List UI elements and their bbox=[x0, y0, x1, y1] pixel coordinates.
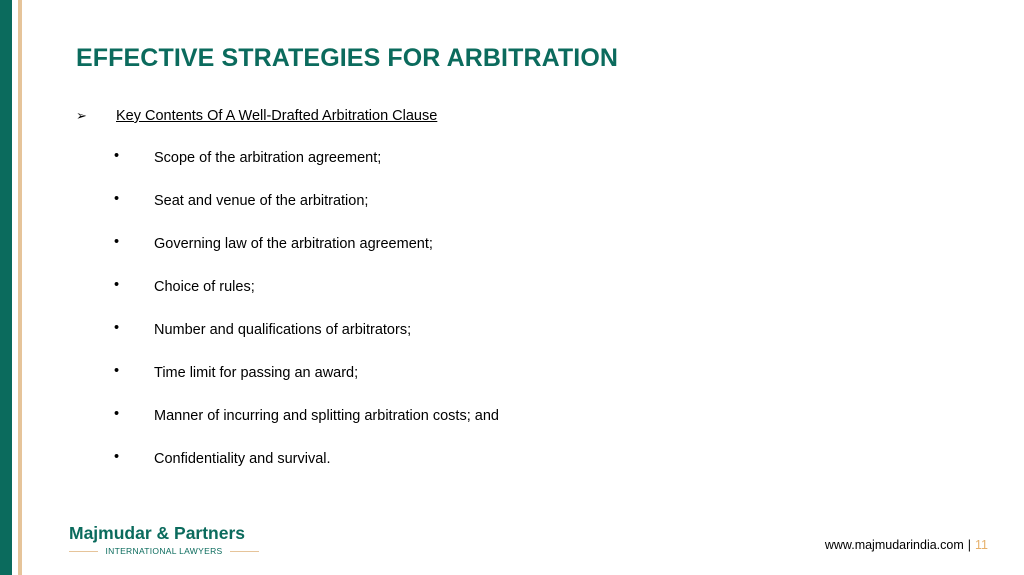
left-accent-bar-dark bbox=[0, 0, 12, 575]
bullet-icon: • bbox=[114, 320, 120, 336]
footer bbox=[825, 538, 988, 552]
list-item-text: Number and qualifications of arbitrators; bbox=[154, 322, 412, 338]
list-item-text: Governing law of the arbitration agreement; bbox=[154, 236, 433, 252]
footer-separator: | bbox=[967, 538, 972, 552]
list-item-text: Confidentiality and survival. bbox=[154, 451, 331, 467]
bullet-icon: • bbox=[114, 449, 120, 465]
firm-tagline-row bbox=[69, 546, 259, 556]
tagline-divider-right bbox=[230, 551, 259, 552]
list-item-text: Seat and venue of the arbitration; bbox=[154, 193, 369, 209]
bullet-icon: • bbox=[114, 406, 120, 422]
left-accent-bar-light bbox=[18, 0, 22, 575]
slide-title: EFFECTIVE STRATEGIES FOR ARBITRATION bbox=[76, 44, 619, 72]
page-number: 11 bbox=[975, 538, 988, 552]
website-link[interactable]: www.majmudarindia.com bbox=[824, 538, 964, 552]
list-item-text: Time limit for passing an award; bbox=[154, 365, 359, 381]
section-heading: Key Contents Of A Well-Drafted Arbitration Clause bbox=[116, 108, 438, 124]
bullet-icon: • bbox=[114, 234, 120, 250]
bullet-icon: • bbox=[114, 277, 120, 293]
bullet-icon: • bbox=[114, 363, 120, 379]
firm-name: Majmudar & Partners bbox=[69, 523, 246, 543]
list-item-text: Scope of the arbitration agreement; bbox=[154, 150, 382, 166]
list-item-text: Choice of rules; bbox=[154, 279, 255, 295]
firm-logo bbox=[69, 523, 259, 556]
list-item-text: Manner of incurring and splitting arbitration costs; and bbox=[154, 408, 499, 424]
tagline-divider-left bbox=[69, 551, 98, 552]
firm-tagline: INTERNATIONAL LAWYERS bbox=[105, 546, 223, 556]
arrow-bullet-icon: ➢ bbox=[76, 108, 87, 123]
bullet-icon: • bbox=[114, 191, 120, 207]
bullet-icon: • bbox=[114, 148, 120, 164]
